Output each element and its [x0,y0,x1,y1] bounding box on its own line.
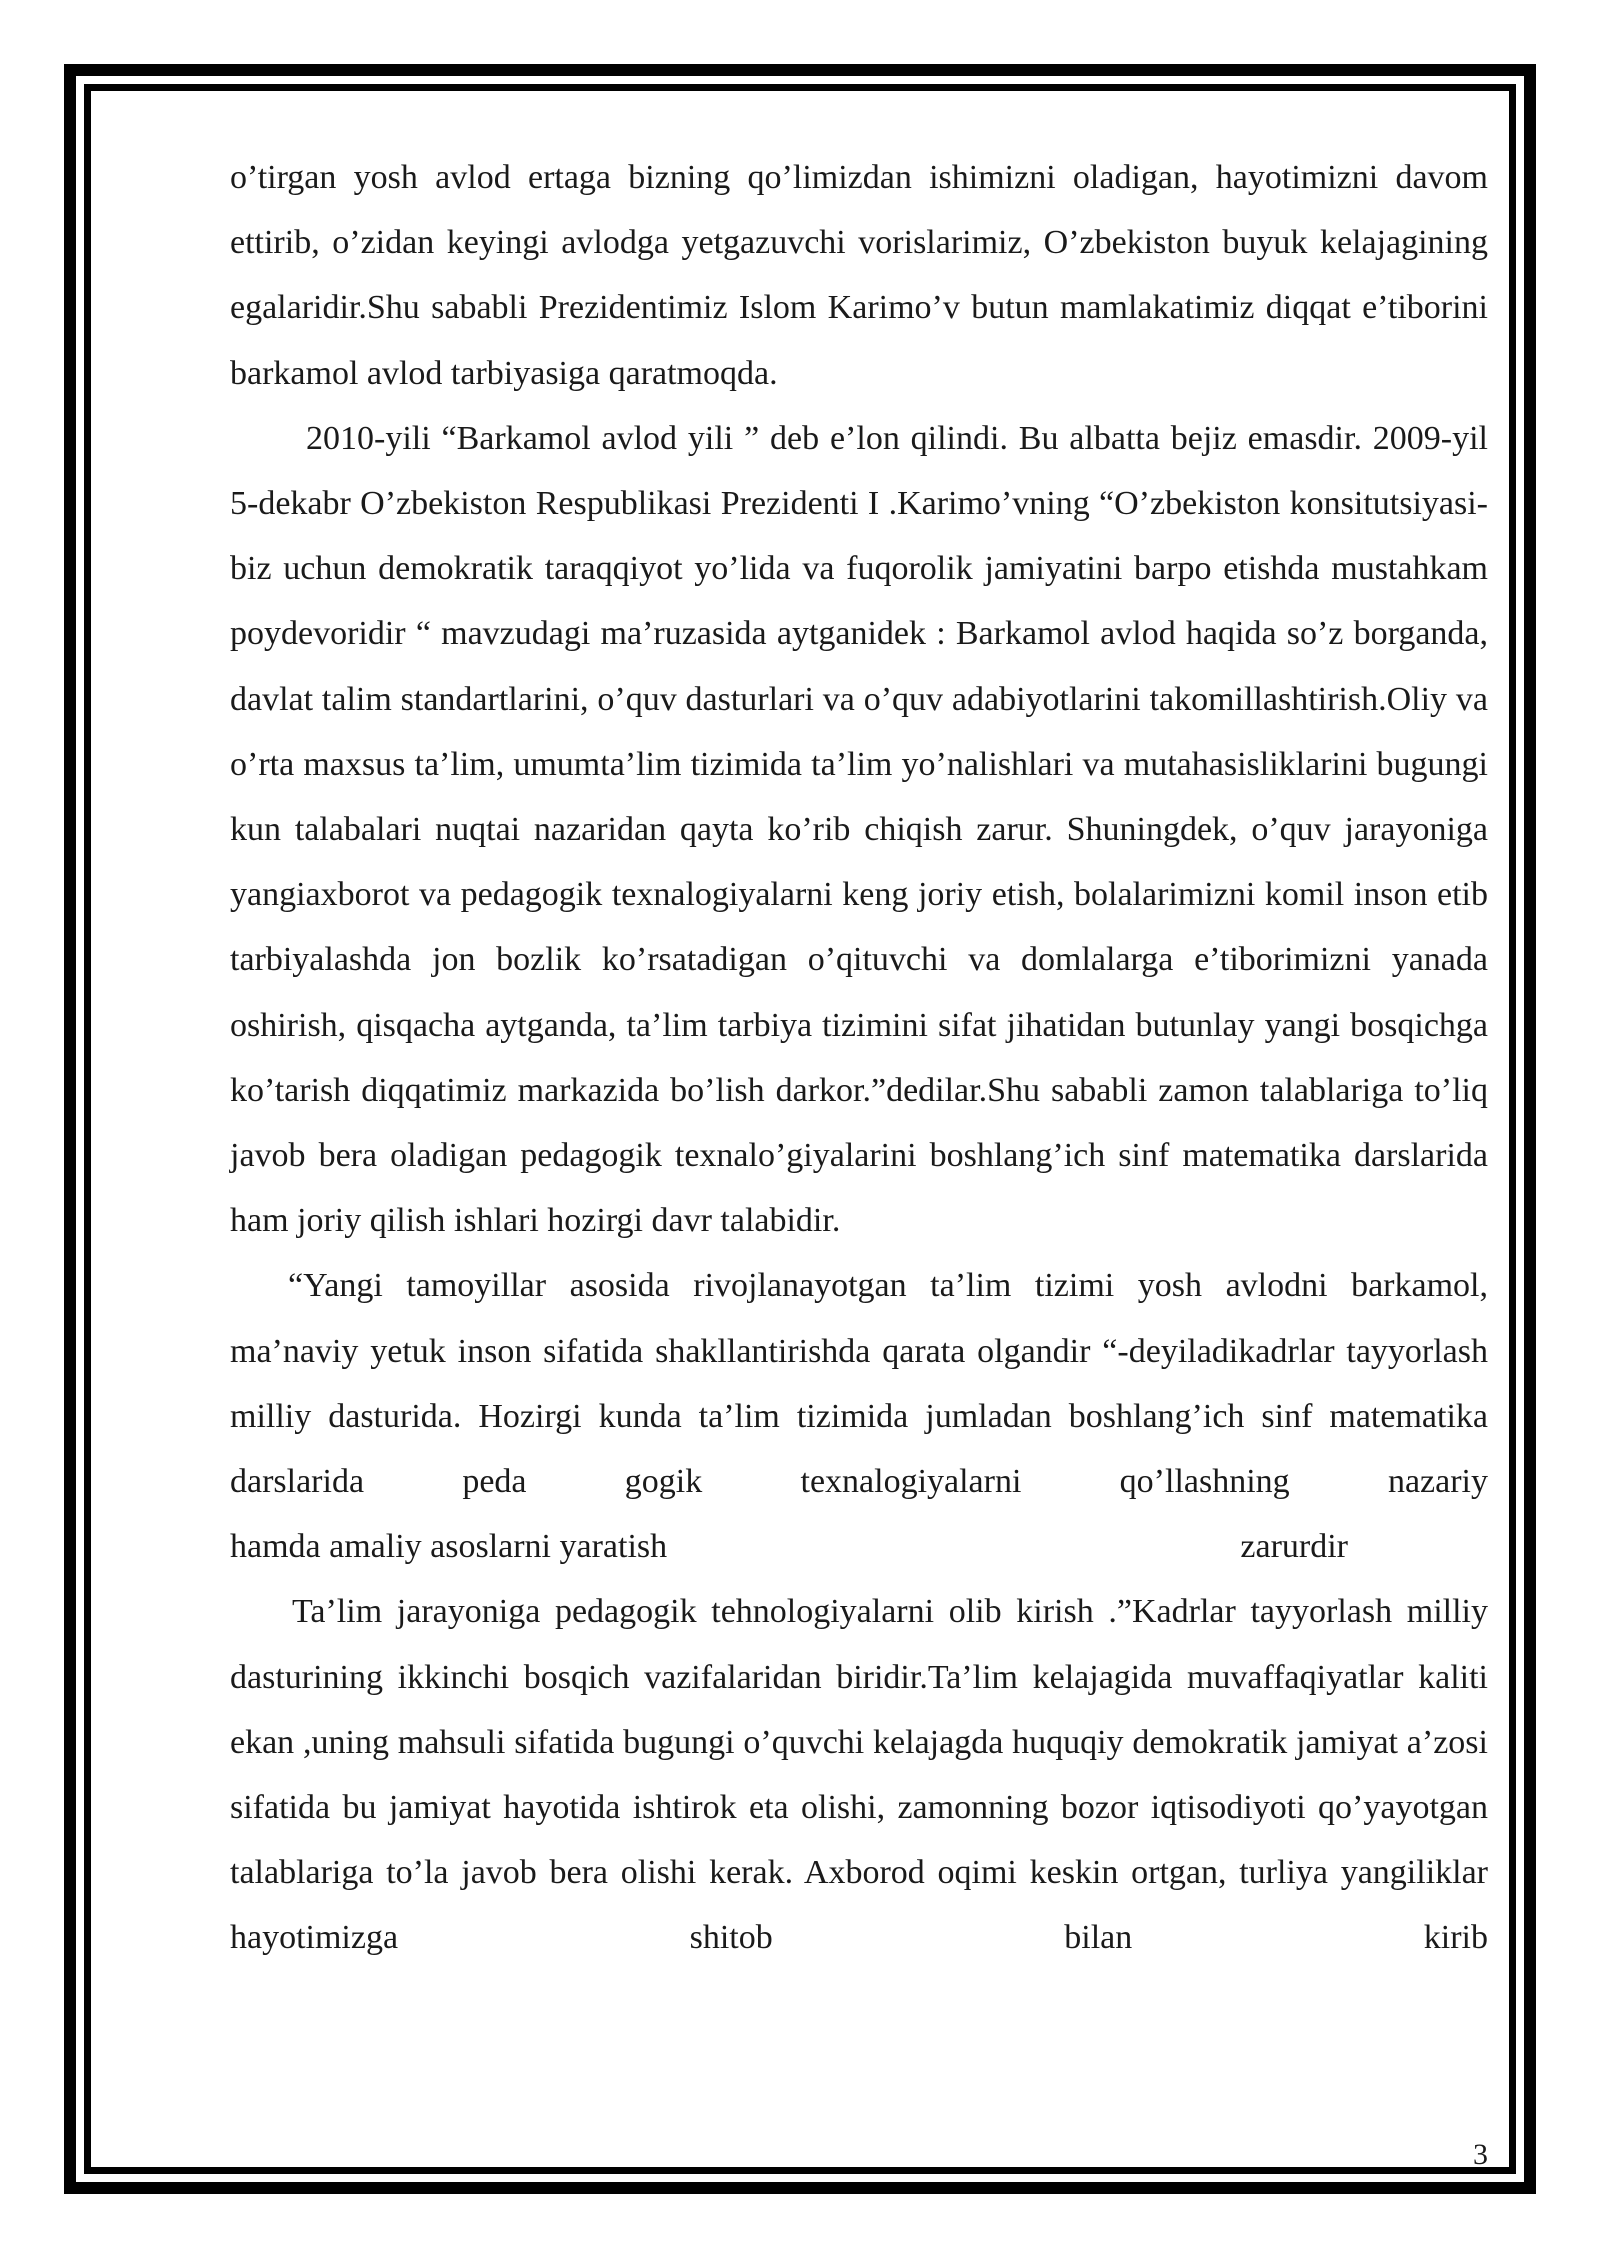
paragraph-3: “Yangi tamoyillar asosida rivojlanayotgan ta’lim tizimi yosh avlodni barkamol, ma’naviy yetuk inson sifatida shakllantirishda qarata olgandir “-deyiladikadrlar tayyorlash milliy dasturida. Hozirgi kunda ta’lim tizimida jumladan boshlang’ich sinf matematika darslarida peda gogik texnalogiyalarni qo’llashning nazariy [230,1267,1488,1501]
page-number: 3 [1473,2138,1488,2171]
paragraph-3-last-line [230,1514,1488,1579]
paragraph-4: Ta’lim jarayoniga pedagogik tehnologiyalarni olib kirish .”Kadrlar tayyorlash milliy dasturining ikkinchi bosqich vazifalaridan biridir.Ta’lim kelajagida muvaffaqiyatlar kaliti ekan ,uning mahsuli sifatida bugungi o’quvchi kelajagda huquqiy demokratik jamiyat a’zosi sifatida bu jamiyat hayotida ishtirok eta olishi, zamonning bozor iqtisodiyoti qo’yayotgan talablariga to’la javob bera olishi kerak. Axborod oqimi keskin ortgan, turliya yangiliklar hayotimizga shitob bilan kirib [230,1593,1488,1957]
document-body [230,145,1488,1971]
paragraph-2: 2010-yili “Barkamol avlod yili ” deb e’lon qilindi. Bu albatta bejiz emasdir. 2009-yil 5-dekabr O’zbekiston Respublikasi Prezidenti I .Karimo’vning “O’zbekiston konsitutsiyasi-biz uchun demokratik taraqqiyot yo’lida va fuqorolik jamiyatini barpo etishda mustahkam poydevoridir “ mavzudagi ma’ruzasida aytganidek : Barkamol avlod haqida so’z borganda, davlat talim standartlarini, o’quv dasturlari va o’quv adabiyotlarini takomillashtirish.Oliy va o’rta maxsus ta’lim, umumta’lim tizimida ta’lim yo’nalishlari va mutahasisliklarini bugungi kun talabalari nuqtai nazaridan qayta ko’rib chiqish zarur. Shuningdek, o’quv jarayoniga yangiaxborot va pedagogik texnalogiyalarni keng joriy etish, bolalarimizni komil inson etib tarbiyalashda jon bozlik ko’rsatadigan o’qituvchi va domlalarga e’tiborimizni yanada oshirish, qisqacha aytganda, ta’lim tarbiya tizimini sifat jihatidan butunlay yangi bosqichga ko’tarish diqqatimiz markazida bo’lish darkor.”dedilar.Shu sababli zamon talablariga to’liq javob bera oladigan pedagogik texnalo’giyalarini boshlang’ich sinf matematika darslarida ham joriy qilish ishlari hozirgi davr talabidir. [230,419,1488,1240]
paragraph-3-last-line-left: hamda amaliy asoslarni yaratish [230,1528,668,1566]
paragraph-1: o’tirgan yosh avlod ertaga bizning qo’limizdan ishimizni oladigan, hayotimizni davom ettirib, o’zidan keyingi avlodga yetgazuvchi vorislarimiz, O’zbekiston buyuk kelajagining egalaridir.Shu sababli Prezidentimiz Islom Karimo’v butun mamlakatimiz diqqat e’tiborini barkamol avlod tarbiyasiga qaratmoqda. [230,159,1488,392]
paragraph-3-last-line-right: zarurdir [1240,1528,1348,1566]
